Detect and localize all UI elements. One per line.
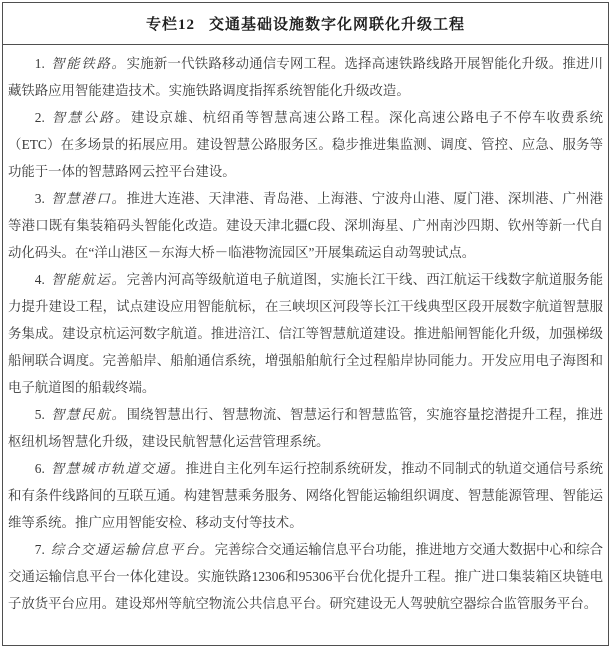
paragraph-smart-urban-rail xyxy=(8,455,603,536)
box-title-text: 交通基础设施数字化网联化升级工程 xyxy=(209,17,466,33)
box-title xyxy=(3,3,608,45)
paragraph-number: 1. xyxy=(34,56,45,71)
paragraph-lead: 智慧城市轨道交通。 xyxy=(50,461,186,476)
paragraph-integrated-transport-info-platform xyxy=(8,536,603,617)
paragraph-number: 6. xyxy=(34,461,45,476)
paragraph-text: 实施新一代铁路移动通信专网工程。选择高速铁路线路开展智能化升级。推进川藏铁路应用智能建造技术。实施铁路调度指挥系统智能化升级改造。 xyxy=(8,56,604,98)
paragraph-number: 2. xyxy=(34,110,45,125)
paragraph-lead: 综合交通运输信息平台。 xyxy=(50,542,215,557)
paragraph-number: 7. xyxy=(34,542,45,557)
paragraph-number: 3. xyxy=(34,191,45,206)
paragraph-text: 完善内河高等级航道电子航道图，实施长江干线、西江航运干线数字航道服务能力提升建设工程，试点建设应用智能航标，在三峡坝区河段等长江干线典型区段开展数字航道智慧服务集成。建设京杭运河数字航道。推进涪江、信江等智慧航道建设。推进船闸智能化升级，加强梯级船闸联合调度。完善船岸、船舶通信系统，增强船舶航行全过程船岸协同能力。开发应用电子海图和电子航道图的船载终端。 xyxy=(8,272,604,395)
paragraph-lead: 智慧公路。 xyxy=(50,110,131,125)
paragraph-number: 5. xyxy=(34,407,45,422)
paragraph-text: 建设京雄、杭绍甬等智慧高速公路工程。深化高速公路电子不停车收费系统（ETC）在多场景的拓展应用。建设智慧公路服务区。稳步推进集监测、调度、管控、应急、服务等功能于一体的智慧路网云控平台建设。 xyxy=(8,110,603,179)
special-column-box xyxy=(2,2,609,646)
paragraph-text: 完善综合交通运输信息平台功能，推进地方交通大数据中心和综合交通运输信息平台一体化建设。实施铁路12306和95306平台优化提升工程。推广进口集装箱区块链电子放货平台应用。建设郑州等航空物流公共信息平台。研究建设无人驾驶航空器综合监管服务平台。 xyxy=(8,542,604,611)
paragraph-text: 推进大连港、天津港、青岛港、上海港、宁波舟山港、厦门港、深圳港、广州港等港口既有集装箱码头智能化改造。建设天津北疆C段、深圳海星、广州南沙四期、钦州等新一代自动化码头。在“洋山港区－东海大桥－临港物流园区”开展集疏运自动驾驶试点。 xyxy=(8,191,604,260)
paragraph-smart-railway xyxy=(8,50,603,104)
paragraph-smart-highway xyxy=(8,104,603,185)
paragraph-smart-civil-aviation xyxy=(8,401,603,455)
paragraph-lead: 智能航运。 xyxy=(50,272,127,287)
paragraph-smart-port xyxy=(8,185,603,266)
paragraph-text: 推进自主化列车运行控制系统研发，推动不同制式的轨道交通信号系统和有条件线路间的互联互通。构建智慧乘务服务、网络化智能运输组织调度、智慧能源管理、智能运维等系统。推广应用智能安检、移动支付等技术。 xyxy=(8,461,604,530)
paragraph-lead: 智慧港口。 xyxy=(50,191,127,206)
paragraph-text: 围绕智慧出行、智慧物流、智慧运行和智慧监管，实施容量挖潜提升工程，推进枢纽机场智慧化升级，建设民航智慧化运营管理系统。 xyxy=(8,407,604,449)
paragraph-lead: 智慧民航。 xyxy=(50,407,127,422)
box-title-label: 专栏12 xyxy=(145,17,195,33)
paragraph-lead: 智能铁路。 xyxy=(50,56,127,71)
box-body xyxy=(3,45,608,617)
paragraph-smart-shipping xyxy=(8,266,603,401)
paragraph-number: 4. xyxy=(34,272,45,287)
